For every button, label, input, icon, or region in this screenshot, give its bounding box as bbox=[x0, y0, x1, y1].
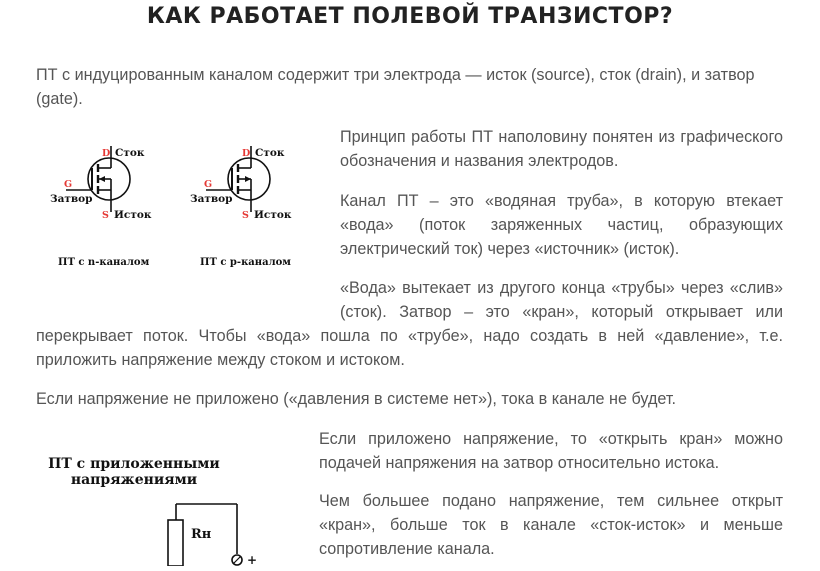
paragraph-water-rest: перекрывает поток. Чтобы «вода» пошла по «трубе», надо создать в ней «давление», т.е. приложить напряжение между стоком и истоком. bbox=[36, 327, 783, 369]
n-channel-caption: ПТ с n-каналом bbox=[58, 257, 150, 268]
figure2-title-line2: напряжениями bbox=[70, 472, 198, 488]
p-channel-symbol bbox=[190, 146, 292, 268]
n-gate-label: Затвор bbox=[50, 193, 93, 205]
p-gate-label: Затвор bbox=[190, 193, 233, 205]
figure2-title-line1: ПТ с приложенными bbox=[48, 456, 220, 472]
mosfet-symbols-figure bbox=[36, 132, 326, 284]
paragraph-water-line1: «Вода» вытекает из другого конца «трубы» через «слив» bbox=[340, 279, 783, 297]
n-channel-symbol bbox=[50, 146, 152, 268]
load-resistor bbox=[168, 520, 183, 566]
paragraph-water-line2: (сток). Затвор – это «кран», который открывает или bbox=[340, 303, 783, 321]
intro-paragraph: ПТ с индуцированным каналом содержит три электрода — исток (source), сток (drain), и затвор (gate). bbox=[36, 66, 755, 108]
paragraph-open-valve: Если приложено напряжение, то «открыть кран» можно подачей напряжения на затвор относительно истока. bbox=[319, 430, 783, 472]
paragraph-no-voltage: Если напряжение не приложено («давления в системе нет»), тока в канале не будет. bbox=[36, 390, 676, 408]
paragraph-principle: Принцип работы ПТ наполовину понятен из графического обозначения и названия электродов. bbox=[340, 128, 783, 170]
p-gate-letter: G bbox=[204, 179, 213, 190]
p-source-label: Исток bbox=[254, 209, 292, 221]
applied-voltages-figure bbox=[36, 428, 286, 566]
article-title: КАК РАБОТАЕТ ПОЛЕВОЙ ТРАНЗИСТОР? bbox=[146, 4, 674, 29]
plus-sign: + bbox=[247, 553, 258, 566]
paragraph-more-voltage: Чем большее подано напряжение, тем сильнее открыт «кран», больше ток в канале «сток-исток» и меньше сопротивление канала. bbox=[319, 492, 783, 558]
resistor-label: Rн bbox=[191, 527, 212, 542]
p-source-letter: S bbox=[242, 210, 249, 221]
n-drain-label: Сток bbox=[115, 147, 145, 159]
p-drain-letter: D bbox=[242, 148, 251, 159]
n-drain-letter: D bbox=[102, 148, 111, 159]
n-gate-letter: G bbox=[64, 179, 73, 190]
n-source-letter: S bbox=[102, 210, 109, 221]
paragraph-channel: Канал ПТ – это «водяная труба», в которую втекает «вода» (поток заряженных частиц, образующих электрический ток) через «источник» (исток). bbox=[340, 192, 783, 258]
p-drain-label: Сток bbox=[255, 147, 285, 159]
n-source-label: Исток bbox=[114, 209, 152, 221]
mosfet-symbols-diagram bbox=[36, 132, 326, 284]
p-channel-caption: ПТ с p-каналом bbox=[200, 257, 291, 268]
applied-voltages-diagram bbox=[36, 428, 286, 566]
